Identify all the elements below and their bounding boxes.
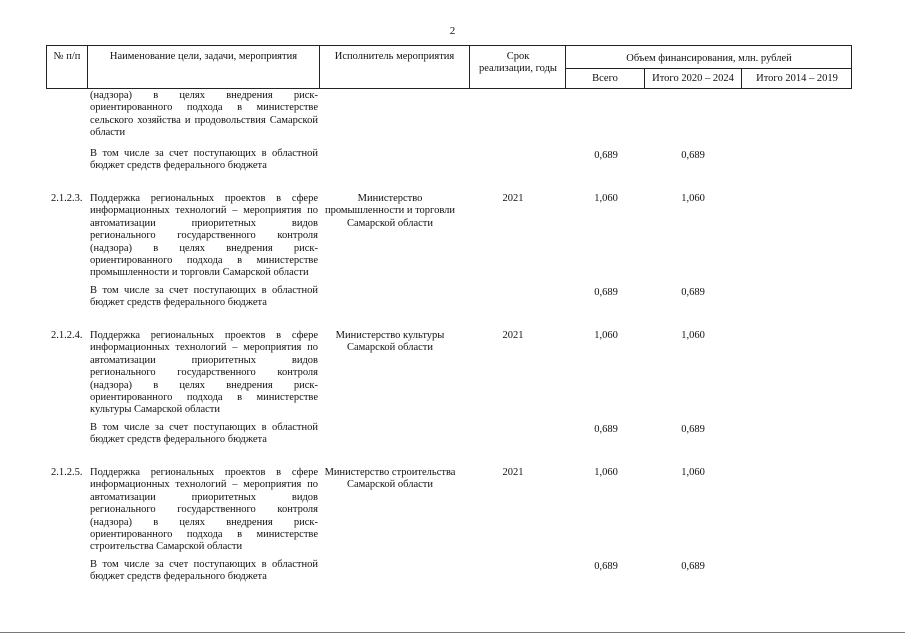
sub-total: 0,689 (594, 150, 618, 161)
header-total-2014-2019: Итого 2014 – 2019 (756, 73, 838, 84)
page-bottom-edge (0, 632, 905, 633)
sub-total: 0,689 (594, 287, 618, 298)
row-term: 2021 (502, 330, 524, 341)
row-total: 1,060 (594, 193, 618, 204)
header-total: Всего (592, 73, 618, 84)
sub-total-2020-2024: 0,689 (681, 287, 705, 298)
sub-total: 0,689 (594, 424, 618, 435)
row-executor: Министерство культуры Самарской области (335, 330, 445, 354)
row-name: Поддержка региональных проектов в сфере информационных технологий – мероприятия по автоматизации приоритетных видов регионального государственного контроля (надзора) в целях внедрения риск-ориентированного подхода в министерстве строительства Самарской области (90, 467, 318, 553)
header-executor: Исполнитель мероприятия (334, 51, 455, 62)
row-executor: Министерство промышленности и торговли Самарской области (324, 193, 455, 229)
sub-total-2020-2024: 0,689 (681, 561, 705, 572)
row-term: 2021 (502, 467, 524, 478)
row-executor: Министерство строительства Самарской области (324, 467, 456, 491)
row-total-2020-2024: 1,060 (681, 467, 705, 478)
row-total-2020-2024: 1,060 (681, 330, 705, 341)
row-total: 1,060 (594, 330, 618, 341)
row-num: 2.1.2.4. (51, 330, 83, 341)
row-total-2020-2024: 1,060 (681, 193, 705, 204)
row-num: 2.1.2.3. (51, 193, 83, 204)
sub-total-2020-2024: 0,689 (681, 424, 705, 435)
sub-text: В том числе за счет поступающих в областной бюджет средств федерального бюджета (90, 148, 318, 172)
header-num: № п/п (53, 51, 81, 62)
sub-text: В том числе за счет поступающих в областной бюджет средств федерального бюджета (90, 559, 318, 583)
row-name: Поддержка региональных проектов в сфере информационных технологий – мероприятия по автоматизации приоритетных видов регионального государственного контроля (надзора) в целях внедрения риск-ориентированного подхода в министерстве промышленности и торговли Самарской области (90, 193, 318, 279)
page-number: 2 (449, 25, 456, 37)
row-term: 2021 (502, 193, 524, 204)
sub-text: В том числе за счет поступающих в областной бюджет средств федерального бюджета (90, 285, 318, 309)
continuation-text: (надзора) в целях внедрения риск-ориентированного подхода в министерстве сельского хозяйства и продовольствия Самарской области (90, 90, 318, 139)
table-header (46, 45, 852, 89)
row-num: 2.1.2.5. (51, 467, 83, 478)
header-funding: Объем финансирования, млн. рублей (626, 53, 792, 64)
row-total: 1,060 (594, 467, 618, 478)
row-name: Поддержка региональных проектов в сфере информационных технологий – мероприятия по автоматизации приоритетных видов регионального государственного контроля (надзора) в целях внедрения риск-ориентированного подхода в министерстве культуры Самарской области (90, 330, 318, 416)
sub-text: В том числе за счет поступающих в областной бюджет средств федерального бюджета (90, 422, 318, 446)
header-name: Наименование цели, задачи, мероприятия (109, 51, 298, 62)
sub-total: 0,689 (594, 561, 618, 572)
sub-total-2020-2024: 0,689 (681, 150, 705, 161)
header-term: Срок реализации, годы (479, 51, 557, 74)
header-total-2020-2024: Итого 2020 – 2024 (652, 73, 734, 84)
